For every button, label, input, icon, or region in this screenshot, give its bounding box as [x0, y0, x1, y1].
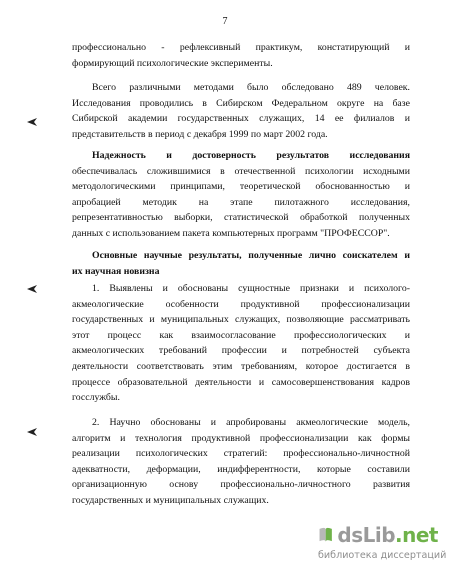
- text-line: профессионально - рефлексивный практикум, констатирующий и: [72, 42, 410, 53]
- dslib-watermark[interactable]: [318, 522, 447, 566]
- text-line: формирующий психологические эксперименты.: [72, 57, 273, 69]
- text-line: государственных и муниципальных служащих, позволяющие рассматривать: [72, 314, 410, 326]
- text-line: 2. Научно обоснованы и апробированы акмеологические модель,: [92, 417, 410, 428]
- text-line: алгоритм и технология продуктивной профессионализации как формы: [72, 432, 410, 444]
- text-line: Всего различными методами было обследовано 489 человек.: [92, 82, 410, 93]
- text-line: государственных и муниципальных служащих.: [72, 494, 269, 506]
- text-line: госслужбы.: [72, 392, 120, 404]
- watermark-brand: [337, 523, 438, 547]
- text-line: адекватности, деформации, индифферентности, которые составили: [72, 463, 410, 475]
- page-number: 7: [222, 16, 228, 27]
- text-line: акмеологические особенности продуктивной профессионализации: [72, 298, 410, 310]
- text-line: деятельности соответствовать этим требованиям, которое достигается в: [72, 360, 410, 372]
- dslib-logo: [318, 522, 438, 548]
- book-logo-icon: [318, 524, 333, 546]
- text-line: этот процесс как взаимосогласование профессиологических и: [72, 329, 410, 341]
- text-line: Исследования проводились в Сибирском Федеральном округе на базе: [72, 97, 410, 109]
- watermark-brand-suffix: .net: [395, 523, 438, 547]
- paragraph-sample: [72, 80, 410, 142]
- heading-line: Основные научные результаты, полученные лично соискателем и: [92, 250, 410, 261]
- paragraph-methods-end: [72, 40, 410, 71]
- text-line: акмеологических требований профессии и потребностей субъекта: [72, 345, 410, 357]
- paragraph-result-1: [72, 281, 410, 406]
- text-line: Сибирской академии государственных служащих, 14 ее филиалов и: [72, 113, 410, 125]
- heading-line: их научная новизна: [72, 265, 160, 277]
- section-heading: [72, 248, 410, 279]
- text-line: методологическими принципами, теоретической обоснованностью и: [72, 181, 410, 193]
- text-line: процессе образовательной деятельности и самосовершенствования кадров: [72, 376, 410, 388]
- text-line: 1. Выявлены и обоснованы сущностные признаки и психолого-: [92, 283, 410, 294]
- paragraph-reliability: [72, 148, 410, 242]
- margin-bookmark-icon: [26, 426, 38, 438]
- margin-bookmark-icon: [26, 283, 38, 295]
- margin-bookmark-icon: [26, 116, 38, 128]
- text-line: обеспечивалась сложившимися в отечественной психологии исходными: [72, 165, 410, 177]
- text-line: реализации психологических стратегий: профессионально-личностной: [72, 448, 410, 460]
- watermark-caption: библиотека диссертаций: [318, 550, 447, 561]
- text-line: представительств в период с декабря 1999 по март 2002 года.: [72, 128, 328, 140]
- bold-lead-line: Надежность и достоверность результатов исследования: [92, 150, 410, 161]
- text-line: репрезентативностью выборки, статистической обработкой полученных: [72, 212, 410, 224]
- text-line: апробацией методик на этапе пилотажного исследования,: [72, 196, 410, 208]
- text-line: организационную основу профессионально-личностного развития: [72, 479, 410, 491]
- watermark-brand-main: dsLib: [337, 523, 396, 547]
- paragraph-result-2: [72, 415, 410, 509]
- text-line: данных с использованием пакета компьютерных программ "ПРОФЕССОР".: [72, 227, 390, 239]
